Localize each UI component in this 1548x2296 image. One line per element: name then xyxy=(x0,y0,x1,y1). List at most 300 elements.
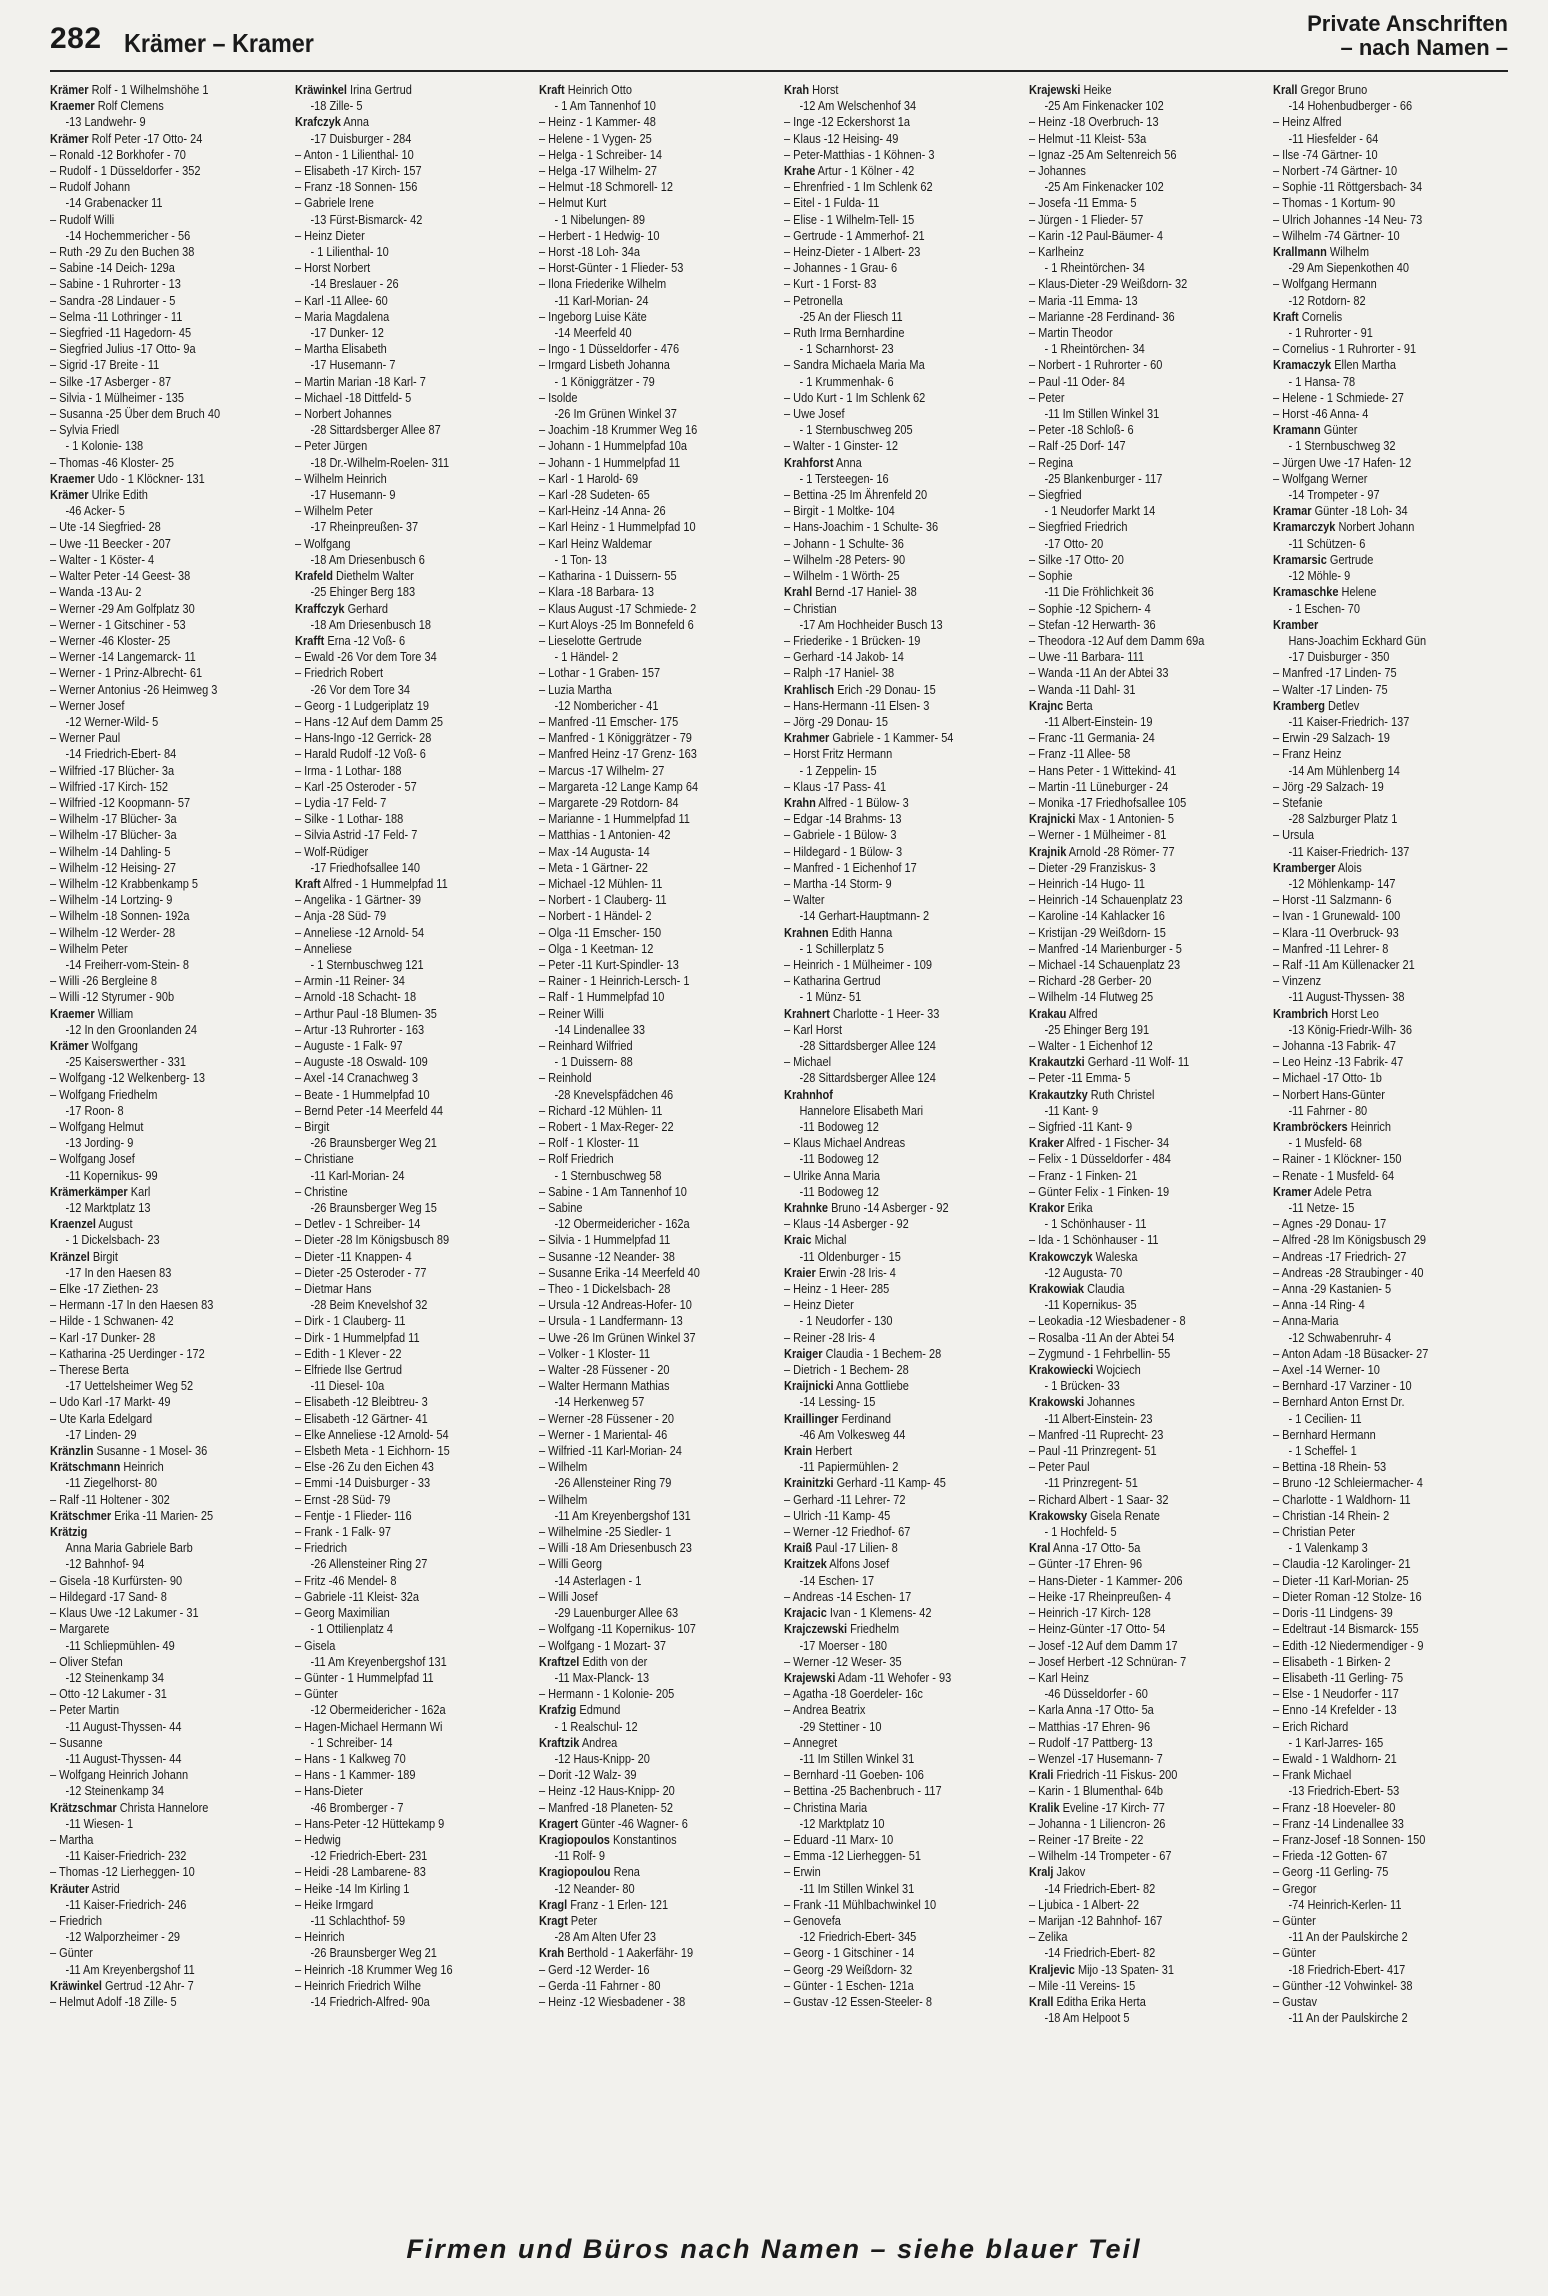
directory-entry: -11 Kaiser-Friedrich- 137 xyxy=(1288,843,1410,859)
directory-entry: – Sandra Michaela Maria Ma xyxy=(784,357,925,373)
directory-entry: – Ralf -25 Dorf- 147 xyxy=(1028,438,1126,454)
directory-entry: – Rolf - 1 Kloster- 11 xyxy=(539,1135,640,1151)
directory-entry: Kräwinkel Gertrud -12 Ahr- 7 xyxy=(50,1977,194,1993)
surname: Krakowsky xyxy=(1028,1507,1087,1523)
directory-entry: – Regina xyxy=(1028,454,1073,470)
directory-entry: – Ewald -26 Vor dem Tore 34 xyxy=(294,649,437,665)
directory-entry: – Klaus Michael Andreas xyxy=(784,1135,906,1151)
directory-entry: – Karl -17 Dunker- 28 xyxy=(50,1329,156,1345)
directory-entry: – Karl-Heinz -14 Anna- 26 xyxy=(539,503,666,519)
directory-entry: – Hans-Peter -12 Hüttekamp 9 xyxy=(294,1815,444,1831)
surname: Krajewski xyxy=(784,1669,836,1685)
surname: Kraillinger xyxy=(784,1410,839,1426)
directory-entry: – Susanne -12 Neander- 38 xyxy=(539,1248,676,1264)
section-title xyxy=(1307,12,1508,60)
directory-entry: – Anneliese xyxy=(294,940,352,956)
directory-entry: – Lothar - 1 Graben- 157 xyxy=(539,665,661,681)
directory-entry: -14 Gerhart-Hauptmann- 2 xyxy=(799,908,930,924)
directory-entry: – Marianne -28 Ferdinand- 36 xyxy=(1028,308,1175,324)
directory-entry: -12 Obermeidericher - 162a xyxy=(554,1216,691,1232)
directory-entry: - 1 Scharnhorst- 23 xyxy=(799,341,894,357)
directory-entry: – Marijan -12 Bahnhof- 167 xyxy=(1028,1912,1163,1928)
directory-entry: – Wilhelm -14 Flutweg 25 xyxy=(1028,989,1153,1005)
surname: Kräuter xyxy=(50,1880,90,1896)
directory-entry: -11 Bodoweg 12 xyxy=(799,1119,879,1134)
surname: Kraker xyxy=(1028,1135,1064,1151)
directory-entry: – Gregor xyxy=(1273,1880,1317,1896)
directory-entry: – Heinz Alfred xyxy=(1273,114,1342,130)
directory-entry: – Sigfried -11 Kant- 9 xyxy=(1028,1119,1132,1134)
directory-entry: – Christine xyxy=(294,1183,348,1199)
directory-entry: – Margarete -29 Rotdorn- 84 xyxy=(539,794,679,810)
directory-entry: – Michael xyxy=(784,1054,832,1070)
directory-entry: – Manfred - 1 Eichenhof 17 xyxy=(784,859,917,875)
directory-entry: Krakowiak Claudia xyxy=(1028,1281,1125,1297)
directory-entry: – Wilhelm -74 Gärtner- 10 xyxy=(1273,227,1400,243)
directory-entry: – Dorit -12 Walz- 39 xyxy=(539,1767,637,1783)
directory-entry: -13 Fürst-Bismarck- 42 xyxy=(310,211,423,227)
directory-entry: – Bettina -18 Rhein- 53 xyxy=(1273,1459,1387,1475)
directory-entry: Krajnik Arnold -28 Römer- 77 xyxy=(1028,843,1175,859)
directory-entry: – Wilfried -17 Kirch- 152 xyxy=(50,778,169,794)
directory-entry: Krätschmer Erika -11 Marien- 25 xyxy=(50,1507,214,1523)
directory-entry: – Stefan -12 Herwarth- 36 xyxy=(1028,616,1156,632)
directory-entry: – Klaus -14 Asberger - 92 xyxy=(784,1216,909,1232)
directory-entry: Kramaczyk Ellen Martha xyxy=(1273,357,1397,373)
directory-entry: Krahmer Gabriele - 1 Kammer- 54 xyxy=(784,730,954,746)
directory-entry: – Susanna -25 Über dem Bruch 40 xyxy=(50,406,221,422)
directory-entry: – Frank Michael xyxy=(1273,1767,1352,1783)
directory-entry: – Karin - 1 Blumenthal- 64b xyxy=(1028,1783,1163,1799)
directory-entry: – Auguste -18 Oswald- 109 xyxy=(294,1054,428,1070)
directory-entry: Krallmann Wilhelm xyxy=(1273,244,1370,260)
directory-entry: – Isolde xyxy=(539,389,578,405)
directory-entry: Krakor Erika xyxy=(1028,1200,1093,1216)
directory-entry: -18 Am Driesenbusch 18 xyxy=(310,616,431,632)
surname: Krajnik xyxy=(1028,843,1067,859)
surname: Kramann xyxy=(1273,422,1322,438)
directory-entry: -11 Kant- 9 xyxy=(1044,1102,1098,1118)
directory-entry: – Wolf-Rüdiger xyxy=(294,843,368,859)
directory-entry: – Dietrich - 1 Bechem- 28 xyxy=(784,1362,909,1378)
directory-entry: – Kurt Aloys -25 Im Bonnefeld 6 xyxy=(539,616,695,632)
directory-entry: - 1 Sternbuschweg 205 xyxy=(799,422,913,438)
directory-entry: – Franz-Josef -18 Sonnen- 150 xyxy=(1273,1831,1426,1847)
directory-entry: – Johann - 1 Hummelpfad 10a xyxy=(539,438,688,454)
directory-entry: - 1 Cecilien- 11 xyxy=(1288,1410,1363,1426)
directory-entry: – Erwin -29 Salzach- 19 xyxy=(1273,730,1391,746)
directory-entry: – Angelika - 1 Gärtner- 39 xyxy=(294,892,421,908)
directory-entry: – Ignaz -25 Am Seltenreich 56 xyxy=(1028,146,1177,162)
directory-entry: -46 Bromberger - 7 xyxy=(310,1799,404,1815)
directory-entry: – Wilhelm -17 Blücher- 3a xyxy=(50,827,177,843)
surname: Krajewski xyxy=(1028,82,1081,97)
directory-entry: – Johann - 1 Schulte- 36 xyxy=(784,535,904,551)
directory-entry: – Christina Maria xyxy=(784,1799,868,1815)
directory-entry: Kräuter Astrid xyxy=(50,1880,120,1896)
directory-entry: Kraffczyk Gerhard xyxy=(294,600,388,616)
directory-entry: - 1 Nibelungen- 89 xyxy=(554,211,646,227)
directory-entry: – Wilhelm -28 Peters- 90 xyxy=(784,551,906,567)
directory-entry: – Wolfgang -12 Welkenberg- 13 xyxy=(50,1070,205,1086)
directory-entry: – Wilhelm - 1 Wörth- 25 xyxy=(784,568,900,584)
directory-entry: – Helga -17 Wilhelm- 27 xyxy=(539,163,658,179)
directory-entry: Kränzlin Susanne - 1 Mosel- 36 xyxy=(50,1443,208,1459)
directory-entry: Krahnen Edith Hanna xyxy=(784,924,893,940)
directory-entry: – Klaus -12 Heising- 49 xyxy=(784,130,899,146)
directory-entry: – Edgar -14 Brahms- 13 xyxy=(784,811,902,827)
directory-entry: – Anna-Maria xyxy=(1273,1313,1339,1329)
directory-entry: – Karla Anna -17 Otto- 5a xyxy=(1028,1702,1154,1718)
directory-entry: – Therese Berta xyxy=(50,1362,129,1378)
directory-entry: – Armin -11 Reiner- 34 xyxy=(294,973,405,989)
surname: Krali xyxy=(1028,1767,1054,1783)
directory-entry: – Wanda -13 Au- 2 xyxy=(50,584,142,600)
footer-note: Firmen und Büros nach Namen – siehe blauer Teil xyxy=(406,2234,1142,2264)
directory-entry: – Ruth -29 Zu den Buchen 38 xyxy=(50,244,195,260)
directory-entry: -11 Bodoweg 12 xyxy=(799,1151,879,1167)
directory-entry: Krakautzky Ruth Christel xyxy=(1028,1086,1155,1102)
directory-entry: – Ronald -12 Borkhofer - 70 xyxy=(50,146,186,162)
directory-entry: Krakowczyk Waleska xyxy=(1028,1248,1138,1264)
directory-entry: – Sabine -14 Deich- 129a xyxy=(50,260,175,276)
surname: Kramer xyxy=(1273,1183,1312,1199)
directory-entry: Krahe Artur - 1 Kölner - 42 xyxy=(784,163,915,179)
directory-entry: – Wilhelm Heinrich xyxy=(294,470,387,486)
directory-entry: Kraenzel August xyxy=(50,1216,133,1232)
directory-entry: – Siegfried Julius -17 Otto- 9a xyxy=(50,341,196,357)
directory-entry: – Silke -17 Asberger - 87 xyxy=(50,373,172,389)
surname: Krämer xyxy=(50,82,89,97)
directory-entry: Krambröckers Heinrich xyxy=(1273,1119,1392,1134)
directory-entry: – Manfred - 1 Königgrätzer - 79 xyxy=(539,730,693,746)
directory-entry: – Ursula xyxy=(1273,827,1315,843)
directory-entry: – Eduard -11 Marx- 10 xyxy=(784,1831,894,1847)
directory-entry: - 1 Realschul- 12 xyxy=(554,1718,639,1734)
directory-entry: -12 Werner-Wild- 5 xyxy=(65,713,159,729)
directory-entry: – Elisabeth -11 Gerling- 75 xyxy=(1273,1669,1404,1685)
surname: Krahnke xyxy=(784,1200,829,1216)
directory-entry: – Franc -11 Germania- 24 xyxy=(1028,730,1155,746)
directory-entry: – Silvia Astrid -17 Feld- 7 xyxy=(294,827,418,843)
directory-entry: Kramer Adele Petra xyxy=(1273,1183,1372,1199)
directory-entry: – Werner -28 Füssener - 20 xyxy=(539,1410,675,1426)
surname: Krakowski xyxy=(1028,1394,1084,1410)
directory-entry: – Frieda -12 Gotten- 67 xyxy=(1273,1848,1388,1864)
directory-entry: -46 Acker- 5 xyxy=(65,503,125,519)
directory-entry: – Maria Magdalena xyxy=(294,308,389,324)
directory-entry: – Martha -14 Storm- 9 xyxy=(784,875,892,891)
directory-entry: – Wolfgang - 1 Mozart- 37 xyxy=(539,1637,667,1653)
directory-entry: – Uwe -11 Beecker - 207 xyxy=(50,535,171,551)
directory-entry: -13 Landwehr- 9 xyxy=(65,114,146,130)
surname: Krainitzki xyxy=(784,1475,834,1491)
surname: Kraier xyxy=(784,1264,816,1280)
directory-entry: – Peter -18 Schloß- 6 xyxy=(1028,422,1134,438)
directory-entry: -11 Wiesen- 1 xyxy=(65,1815,134,1831)
directory-entry: – Annegret xyxy=(784,1734,838,1750)
surname: Kramarsic xyxy=(1273,551,1328,567)
directory-entry: – Richard Albert - 1 Saar- 32 xyxy=(1028,1491,1169,1507)
directory-entry: – Walter - 1 Ginster- 12 xyxy=(784,438,898,454)
directory-entry: Hans-Joachim Eckhard Gün xyxy=(1288,632,1427,648)
directory-entry: – Norbert Johannes xyxy=(294,406,392,422)
surname: Krahnen xyxy=(784,924,829,940)
directory-entry: – Auguste - 1 Falk- 97 xyxy=(294,1037,403,1053)
directory-entry: – Michael -18 Dittfeld- 5 xyxy=(294,389,411,405)
surname: Kraemer xyxy=(50,1005,95,1021)
directory-entry: Kraemer William xyxy=(50,1005,134,1021)
directory-entry: -11 Papiermühlen- 2 xyxy=(799,1459,899,1475)
directory-entry: – Gabriele - 1 Bülow- 3 xyxy=(784,827,897,843)
directory-entry: - 1 Königgrätzer - 79 xyxy=(554,373,656,389)
directory-entry: – Herbert - 1 Hedwig- 10 xyxy=(539,227,660,243)
directory-entry: – Heinz - 1 Heer- 285 xyxy=(784,1281,890,1297)
directory-entry: Kragl Franz - 1 Erlen- 121 xyxy=(539,1896,669,1912)
directory-entry: – Ralf - 1 Hummelpfad 10 xyxy=(539,989,665,1005)
directory-entry: – Marcus -17 Wilhelm- 27 xyxy=(539,762,665,778)
directory-entry: - 1 Schillerplatz 5 xyxy=(799,940,884,956)
directory-entry: – Bernhard -11 Goeben- 106 xyxy=(784,1767,924,1783)
directory-entry: – Claudia -12 Karolinger- 21 xyxy=(1273,1556,1412,1572)
column-1 xyxy=(50,82,295,2232)
directory-entry: -17 Friedhofsallee 140 xyxy=(310,859,420,875)
directory-entry: – Gisela xyxy=(294,1637,336,1653)
directory-entry: Kräwinkel Irina Gertrud xyxy=(294,82,412,97)
directory-entry: - 1 Rheintörchen- 34 xyxy=(1044,341,1145,357)
directory-entry: – Andreas -17 Friedrich- 27 xyxy=(1273,1248,1407,1264)
directory-entry: – Gertrude - 1 Ammerhof- 21 xyxy=(784,227,925,243)
directory-entry: – Erich Richard xyxy=(1273,1718,1349,1734)
directory-entry: -11 Die Fröhlichkeit 36 xyxy=(1044,584,1154,600)
directory-entry: - 1 Hochfeld- 5 xyxy=(1044,1524,1117,1540)
directory-entry: Krafeld Diethelm Walter xyxy=(294,568,414,584)
directory-entry: – Werner Paul xyxy=(50,730,121,746)
directory-entry: – Ingeborg Luise Käte xyxy=(539,308,648,324)
directory-entry: Kraft Heinrich Otto xyxy=(539,82,633,97)
directory-entry: -26 Allensteiner Ring 79 xyxy=(554,1475,672,1491)
surname: Kraemer xyxy=(50,470,95,486)
directory-entry: Kraft Cornelis xyxy=(1273,308,1343,324)
directory-entry: – Rudolf Willi xyxy=(50,211,115,227)
running-head: Krämer – Kramer xyxy=(124,28,314,58)
directory-entry: – Alfred -28 Im Königsbusch 29 xyxy=(1273,1232,1427,1248)
directory-entry: -13 Friedrich-Ebert- 53 xyxy=(1288,1783,1400,1799)
directory-entry: – Josef -12 Auf dem Damm 17 xyxy=(1028,1637,1178,1653)
directory-entry: -17 Rheinpreußen- 37 xyxy=(310,519,418,535)
directory-entry: Krall Editha Erika Herta xyxy=(1028,1993,1146,2009)
surname: Krakowiak xyxy=(1028,1281,1084,1297)
directory-entry: -13 König-Friedr-Wilh- 36 xyxy=(1288,1021,1413,1037)
directory-entry: – Elke -17 Ziethen- 23 xyxy=(50,1281,159,1297)
directory-entry: -11 Am Kreyenbergshof 131 xyxy=(310,1653,447,1669)
directory-entry: -11 August-Thyssen- 44 xyxy=(65,1750,182,1766)
directory-entry: -29 Stettiner - 10 xyxy=(799,1718,882,1734)
directory-entry: – Reinhard Wilfried xyxy=(539,1037,633,1053)
directory-entry: – Manfred -11 Emscher- 175 xyxy=(539,713,679,729)
directory-entry: – Johannes xyxy=(1028,163,1086,179)
directory-entry: – Siegfried Friedrich xyxy=(1028,519,1128,535)
column-2 xyxy=(295,82,540,2232)
directory-entry: – Hildegard - 1 Bülow- 3 xyxy=(784,843,903,859)
surname: Krämer xyxy=(50,130,89,146)
directory-entry xyxy=(784,1087,1020,1103)
directory-entry: -17 Otto- 20 xyxy=(1044,535,1103,551)
directory-entry: – Theodora -12 Auf dem Damm 69a xyxy=(1028,632,1205,648)
directory-entry: – Anneliese -12 Arnold- 54 xyxy=(294,924,424,940)
surname: Kraenzel xyxy=(50,1216,96,1232)
directory-entry: – Gabriele Irene xyxy=(294,195,374,211)
directory-entry: – Wilhelm -14 Trompeter - 67 xyxy=(1028,1848,1172,1864)
directory-entry: – Wolfgang Werner xyxy=(1273,470,1368,486)
directory-entry: - 1 Krummenhak- 6 xyxy=(799,373,894,389)
surname: Kragiopoulou xyxy=(539,1864,611,1880)
directory-entry: -14 Lindenallee 33 xyxy=(554,1021,646,1037)
directory-entry: Kramann Günter xyxy=(1273,422,1358,438)
directory-entry: – Wolfgang Josef xyxy=(50,1151,135,1167)
directory-entry: Hannelore Elisabeth Mari xyxy=(799,1102,924,1118)
directory-entry: – Monika -17 Friedhofsallee 105 xyxy=(1028,794,1186,810)
directory-entry: – Günter -17 Ehren- 96 xyxy=(1028,1556,1142,1572)
directory-entry: – Heinz-Günter -17 Otto- 54 xyxy=(1028,1621,1166,1637)
surname: Kramar xyxy=(1273,503,1312,519)
directory-entry: – Peter -11 Kurt-Spindler- 13 xyxy=(539,956,680,972)
column-3 xyxy=(539,82,784,2232)
directory-entry: – Rudolf -17 Pattberg- 13 xyxy=(1028,1734,1153,1750)
directory-entry: – Zelika xyxy=(1028,1929,1068,1945)
directory-entry: – Hans-Joachim - 1 Schulte- 36 xyxy=(784,519,939,535)
directory-entry: – Jörg -29 Salzach- 19 xyxy=(1273,778,1385,794)
directory-entry: – Erwin xyxy=(784,1864,821,1880)
directory-entry: -11 Diesel- 10a xyxy=(310,1378,384,1394)
directory-entry: Kraker Alfred - 1 Fischer- 34 xyxy=(1028,1135,1169,1151)
surname: Krafeld xyxy=(294,568,333,584)
surname: Krambröckers xyxy=(1273,1119,1348,1134)
directory-entry: – Hans -12 Auf dem Damm 25 xyxy=(294,713,443,729)
directory-entry: – Helga - 1 Schreiber- 14 xyxy=(539,146,663,162)
directory-entry: – Werner -12 Friedhof- 67 xyxy=(784,1524,911,1540)
directory-entry: – Werner - 1 Mariental- 46 xyxy=(539,1426,668,1442)
directory-entry: – Martin Theodor xyxy=(1028,325,1113,341)
directory-entry: -12 Augusta- 70 xyxy=(1044,1264,1122,1280)
directory-entry: – Friedrich xyxy=(50,1912,102,1928)
directory-entry: Kraljevic Mijo -13 Spaten- 31 xyxy=(1028,1961,1174,1977)
directory-entry: – Joachim -18 Krummer Weg 16 xyxy=(539,422,698,438)
directory-entry: – Elke Anneliese -12 Arnold- 54 xyxy=(294,1426,449,1442)
directory-entry: – Wilhelmine -25 Siedler- 1 xyxy=(539,1524,672,1540)
directory-entry: Krajacic Ivan - 1 Klemens- 42 xyxy=(784,1605,932,1621)
directory-entry: – Werner Antonius -26 Heimweg 3 xyxy=(50,681,218,697)
directory-entry: – Georg Maximilian xyxy=(294,1605,390,1621)
surname: Kränzlin xyxy=(50,1443,94,1459)
directory-entry: – Andrea Beatrix xyxy=(784,1702,866,1718)
directory-entry: – Birgit - 1 Moltke- 104 xyxy=(784,503,895,519)
surname: Krall xyxy=(1028,1993,1054,2009)
directory-entry: – Werner -14 Langemarck- 11 xyxy=(50,649,196,665)
surname: Krafczyk xyxy=(294,114,341,130)
directory-entry: – Rudolf - 1 Düsseldorfer - 352 xyxy=(50,163,201,179)
directory-entry: – Christian xyxy=(784,600,837,616)
surname: Kramberger xyxy=(1273,859,1336,875)
directory-entry: -14 Am Mühlenberg 14 xyxy=(1288,762,1401,778)
directory-entry: -11 Rolf- 9 xyxy=(554,1848,606,1864)
directory-entry: – Luzia Martha xyxy=(539,681,613,697)
directory-entry: Krakowiecki Wojciech xyxy=(1028,1362,1141,1378)
directory-entry: -12 Marktplatz 10 xyxy=(799,1815,885,1831)
directory-entry: - 1 Ruhrorter - 91 xyxy=(1288,325,1374,341)
surname: Kraft xyxy=(539,82,566,97)
directory-entry: – Frank - 1 Falk- 97 xyxy=(294,1524,391,1540)
directory-entry: – Meta - 1 Gärtner- 22 xyxy=(539,859,649,875)
directory-entry: -17 Uettelsheimer Weg 52 xyxy=(65,1378,194,1394)
directory-entry: – Hans - 1 Kammer- 189 xyxy=(294,1767,416,1783)
directory-entry: – Lydia -17 Feld- 7 xyxy=(294,794,387,810)
directory-entry: Kramarsic Gertrude xyxy=(1273,551,1374,567)
directory-entry: – Martin -11 Lüneburger - 24 xyxy=(1028,778,1168,794)
directory-entry: – Peter-Matthias - 1 Köhnen- 3 xyxy=(784,146,935,162)
directory-entry: -12 Obermeidericher - 162a xyxy=(310,1702,446,1718)
directory-entry: – Werner - 1 Prinz-Albrecht- 61 xyxy=(50,665,203,681)
directory-entry: -12 In den Groonlanden 24 xyxy=(65,1021,198,1037)
directory-entry: – Oliver Stefan xyxy=(50,1653,123,1669)
directory-entry: – Robert - 1 Max-Reger- 22 xyxy=(539,1119,674,1134)
directory-entry: – Marianne - 1 Hummelpfad 11 xyxy=(539,811,691,827)
directory-entry: – Klaus-Dieter -29 Weißdorn- 32 xyxy=(1028,276,1187,292)
directory-entry: – Thomas - 1 Kortum- 90 xyxy=(1273,195,1396,211)
directory-entry: – Walter -17 Linden- 75 xyxy=(1273,681,1388,697)
directory-entry: - 1 Zeppelin- 15 xyxy=(799,762,877,778)
surname: Kralj xyxy=(1028,1864,1054,1880)
directory-entry: – Wilhelm Peter xyxy=(294,503,373,519)
directory-entry: -11 Netze- 15 xyxy=(1288,1200,1355,1216)
directory-entry: – Uwe Josef xyxy=(784,406,845,422)
directory-entry: - 1 Sternbuschweg 32 xyxy=(1288,438,1396,454)
directory-entry: – Wenzel -17 Husemann- 7 xyxy=(1028,1750,1163,1766)
directory-entry: Kraftzel Edith von der xyxy=(539,1653,648,1669)
surname: Krätschmer xyxy=(50,1507,112,1523)
directory-entry: – Wilfried -17 Blücher- 3a xyxy=(50,762,175,778)
directory-entry: – Willi -18 Am Driesenbusch 23 xyxy=(539,1540,693,1556)
surname: Krajnicki xyxy=(1028,811,1076,827)
directory-entry: -18 Dr.-Wilhelm-Roelen- 311 xyxy=(310,454,449,470)
directory-entry: – Werner - 1 Gitschiner - 53 xyxy=(50,616,186,632)
directory-entry: - 1 Sternbuschweg 58 xyxy=(554,1167,662,1183)
directory-entry: Kragt Peter xyxy=(539,1912,598,1928)
directory-entry: – Udo Kurt - 1 Im Schlenk 62 xyxy=(784,389,926,405)
directory-entry: – Siegfried xyxy=(1028,487,1082,503)
directory-entry: – Dieter -11 Knappen- 4 xyxy=(294,1248,412,1264)
directory-entry: -74 Heinrich-Kerlen- 11 xyxy=(1288,1896,1402,1912)
directory-entry: - 1 Schönhauser - 11 xyxy=(1044,1216,1147,1232)
directory-entry: – Uwe -11 Barbara- 111 xyxy=(1028,649,1144,665)
directory-entry: -14 Friedrich-Ebert- 82 xyxy=(1044,1880,1155,1896)
directory-entry: – Silvia - 1 Hummelpfad 11 xyxy=(539,1232,671,1248)
directory-entry: – Karl - 1 Harold- 69 xyxy=(539,470,639,486)
directory-entry: -17 Roon- 8 xyxy=(65,1102,124,1118)
directory-entry: Kraiß Paul -17 Lilien- 8 xyxy=(784,1540,898,1556)
directory-entry: – Richard -28 Gerber- 20 xyxy=(1028,973,1152,989)
surname: Krajczewski xyxy=(784,1621,848,1637)
directory-entry: – Gerd -12 Werder- 16 xyxy=(539,1961,650,1977)
directory-entry: – Manfred -11 Ruprecht- 23 xyxy=(1028,1426,1164,1442)
directory-entry: – Heinrich Friedrich Wilhe xyxy=(294,1977,421,1993)
directory-entry: – Agnes -29 Donau- 17 xyxy=(1273,1216,1387,1232)
directory-entry: – Hans Peter - 1 Wittekind- 41 xyxy=(1028,762,1177,778)
directory-entry: – Klaus Uwe -12 Lakumer - 31 xyxy=(50,1605,199,1621)
directory-entry: -26 Im Grünen Winkel 37 xyxy=(554,406,678,422)
surname: Krämer xyxy=(50,487,89,503)
directory-entry: Kraijnicki Anna Gottliebe xyxy=(784,1378,909,1394)
